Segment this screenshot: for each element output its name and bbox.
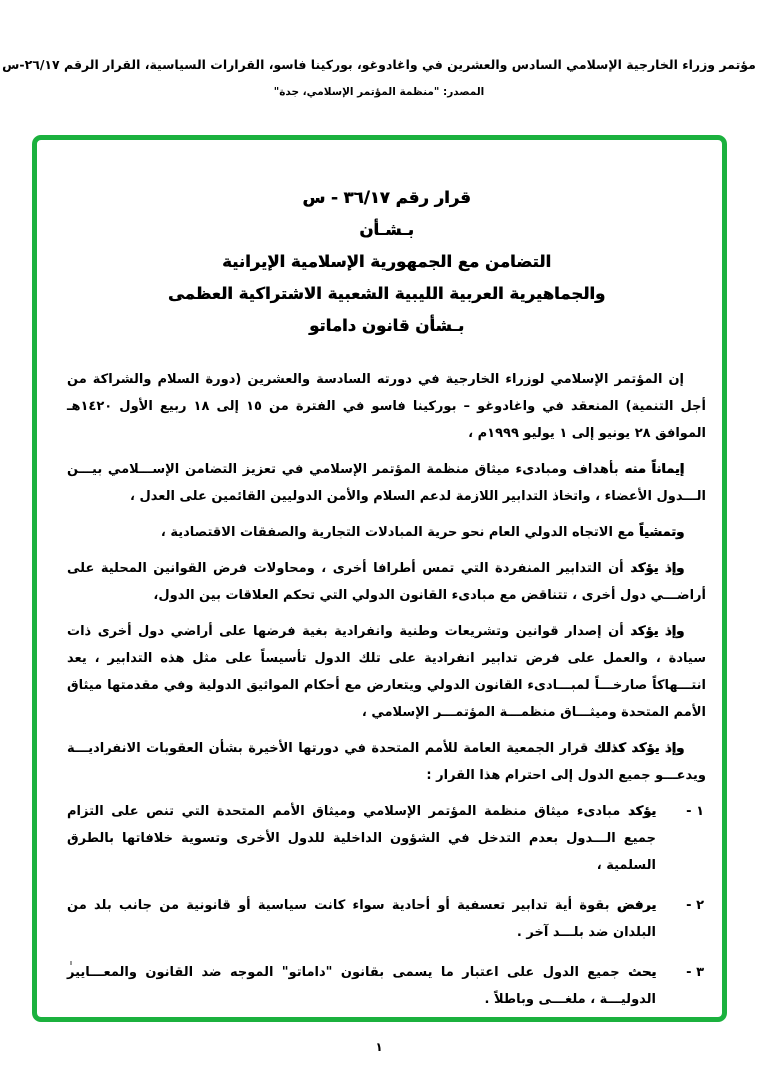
title-regarding-line: بـشـأن — [359, 220, 414, 239]
list-item — [67, 798, 706, 879]
item-text-block — [67, 892, 656, 946]
paragraph-lead: إيماناً منه — [624, 462, 684, 477]
preamble-paragraph — [67, 555, 706, 609]
paragraph-lead: وإذ يؤكد كذلك — [593, 741, 684, 756]
paragraph-text: أن التدابير المنفردة التي تمس أطرافا أخرى ، ومحاولات فرض القوانين المحلية على أراضـــي دول أخرى ، تتناقض مع مبادىء القانون الدولي التي تحكم العلاقات بين الدول، — [67, 561, 706, 603]
list-item — [67, 892, 706, 946]
title-jamahiriya-line: والجماهيرية العربية الليبية الشعبية الاشتراكية العظمى — [167, 284, 606, 303]
preamble-paragraph — [67, 366, 706, 447]
item-lead: يحث — [627, 965, 656, 980]
resolution-title-block — [67, 182, 706, 342]
scan-artifact-dot — [70, 961, 72, 965]
paragraph-lead: وإذ يؤكد — [630, 561, 684, 576]
item-number: ٢ - — [686, 898, 704, 913]
paragraph-text: مع الاتجاه الدولي العام نحو حرية المبادلات التجارية والصفقات الاقتصادية ، — [160, 525, 639, 540]
item-number: ١ - — [686, 804, 704, 819]
item-number: ٣ - — [686, 965, 704, 980]
list-item — [67, 959, 706, 1013]
item-text: بقوة أية تدابير تعسفية أو أحادية سواء كانت سياسية أو قانونية من جانب بلد من البلدان ضد بلـــد آخر . — [67, 898, 656, 940]
conference-title: مؤتمر وزراء الخارجية الإسلامي السادس والعشرين في واغادوغو، بوركينا فاسو، القرارات السياسية، القرار الرقم ٢٦/١٧-س — [2, 57, 756, 72]
resolution-number-line: قرار رقم ٣٦/١٧ - س — [302, 188, 471, 207]
paragraph-text: إن المؤتمر الإسلامي لوزراء الخارجية في دورته السادسة والعشرين (دورة السلام والشراكة من أجل التنمية) المنعقد في واغادوغو – بوركينا فاسو في الفترة من ١٥ إلى ١٨ ربيع الأول ١٤٢٠هـ الموافق ٢٨ يونيو إلى ١ يوليو ١٩٩٩م ، — [67, 372, 706, 441]
resolution-content — [37, 140, 722, 1017]
preamble-paragraph — [67, 618, 706, 726]
paragraph-text: أن إصدار قوانين وتشريعات وطنية وانفرادية بغية فرضها على أراضي دول أخرى ذات سيادة ، والعمل على فرض تدابير انفرادية على تلك الدول تأسيساً على مثل هذه التدابير ، يعد انتـــهاكاً صارخـــاً لمبـــادىء القانون الدولي ويتعارض مع أحكام المواثيق الدولية وفي مقدمتها ميثاق الأمم المتحدة وميثـــاق منظمـــة المؤتمـــر الإسلامي ، — [67, 624, 706, 720]
paragraph-text: قرار الجمعية العامة للأمم المتحدة في دورتها الأخيرة بشأن العقوبات الانفراديـــة ويدعـــو جميع الدول إلى احترام هذا القرار : — [67, 741, 706, 783]
item-lead: يرفض — [616, 898, 656, 913]
paragraph-lead: وإذ يؤكد — [630, 624, 684, 639]
preamble-paragraph — [67, 735, 706, 789]
item-lead: يؤكد — [627, 804, 656, 819]
item-text: مبادىء ميثاق منظمة المؤتمر الإسلامي وميثاق الأمم المتحدة التي تنص على التزام جميع الـــدول بعدم التدخل في الشؤون الداخلية للدول الأخرى وتسوية خلافاتها بالطرق السلمية ، — [67, 804, 656, 873]
item-text: جميع الدول على اعتبار ما يسمى بقانون "داماتو" الموجه ضد القانون والمعـــايير الدوليـــة ، ملغـــى وباطلاً . — [67, 965, 656, 1007]
item-text-block — [67, 959, 656, 1013]
preamble-paragraph — [67, 519, 706, 546]
page-header — [0, 57, 758, 98]
operative-list — [67, 798, 706, 1013]
preamble-paragraph — [67, 456, 706, 510]
resolution-border-box — [32, 135, 727, 1022]
page-number: ١ — [375, 1040, 383, 1054]
paragraph-lead: وتمشياً — [638, 525, 684, 540]
title-solidarity-line: التضامن مع الجمهورية الإسلامية الإيرانية — [222, 252, 551, 271]
source-line: المصدر: "منظمة المؤتمر الإسلامي، جدة" — [273, 86, 485, 98]
resolution-body — [67, 366, 706, 1013]
item-text-block — [67, 798, 656, 879]
paragraph-text: بأهداف ومبادىء ميثاق منظمة المؤتمر الإسلامي في تعزيز التضامن الإســـلامي بيـــن الـــدول الأعضاء ، واتخاذ التدابير اللازمة لدعم السلام والأمن الدوليين القائمين على العدل ، — [67, 462, 706, 504]
title-damato-line: بـشأن قانون داماتو — [308, 316, 465, 335]
